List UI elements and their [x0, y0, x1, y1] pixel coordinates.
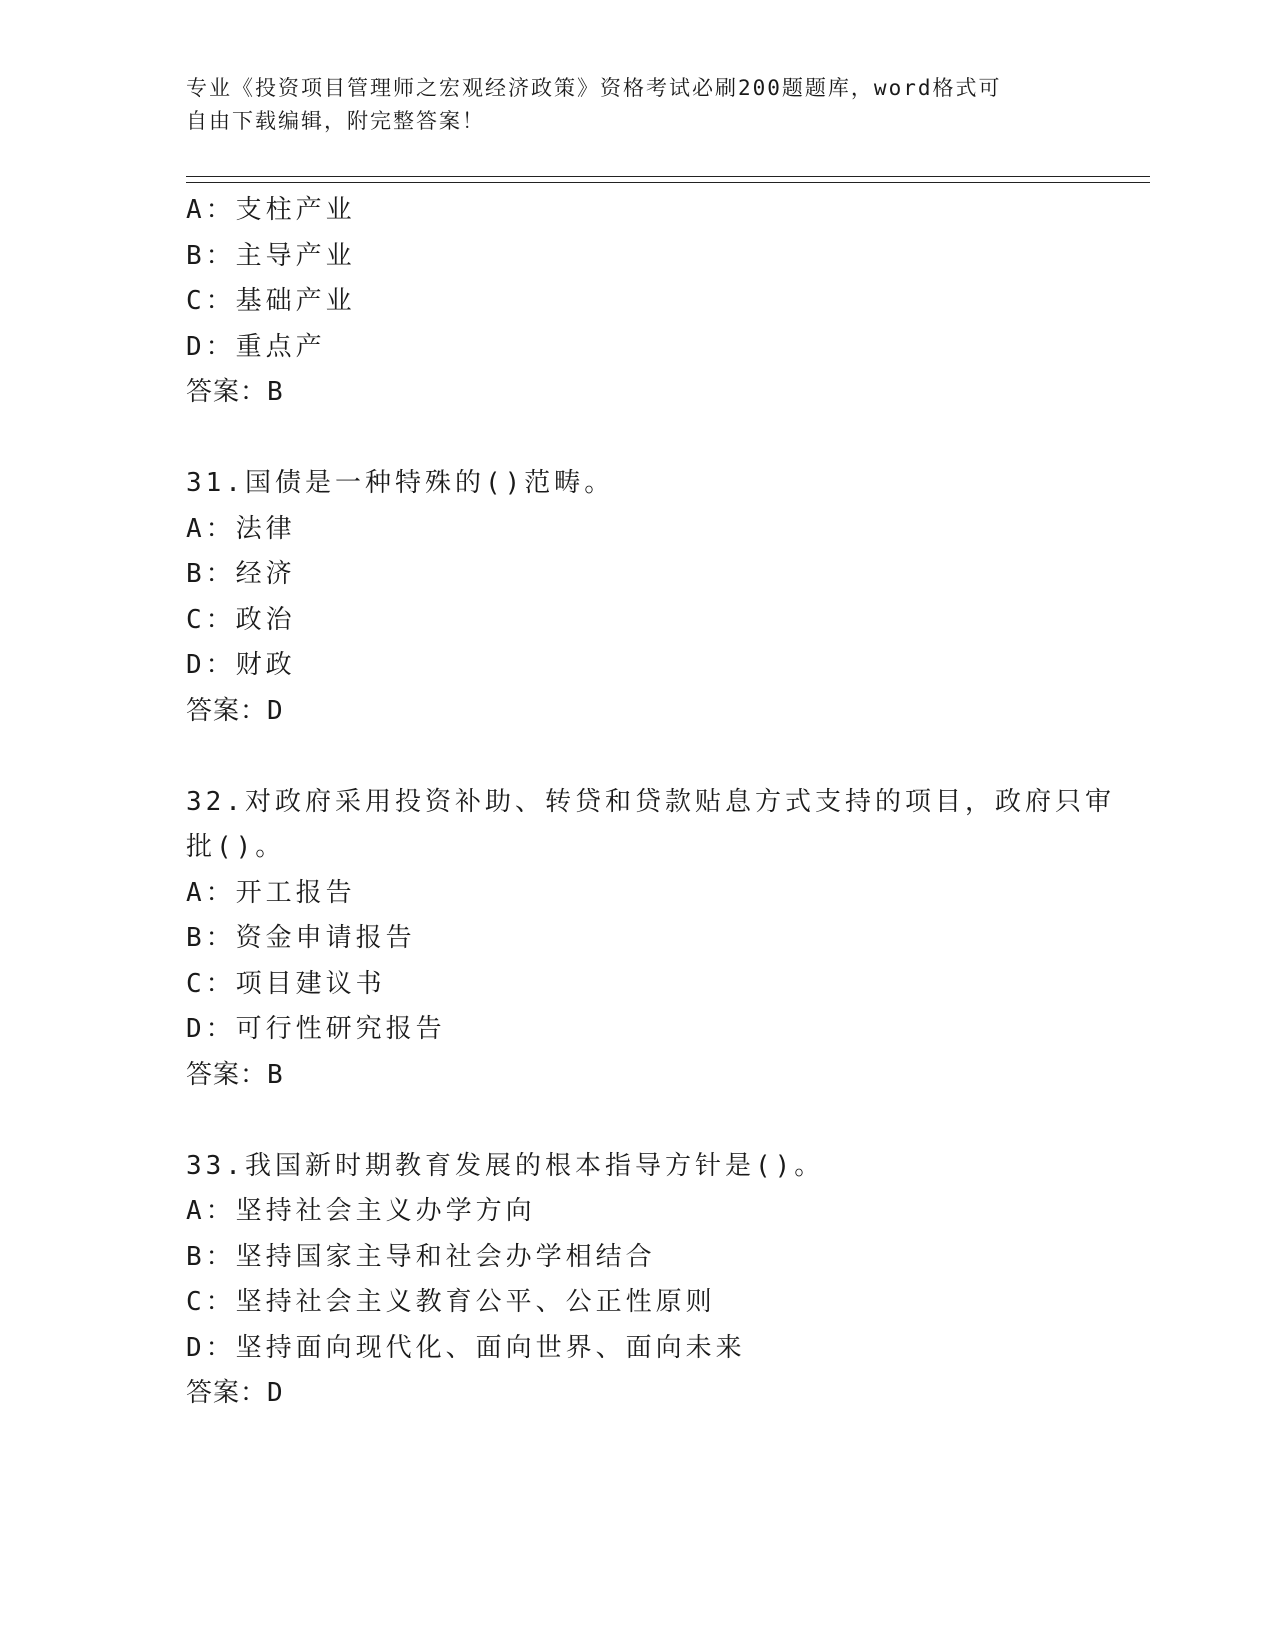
option-d: D：坚持面向现代化、面向世界、面向未来 [186, 1332, 746, 1363]
answer-line [186, 370, 1066, 416]
spacer [186, 1098, 1066, 1144]
question-block [186, 188, 1066, 416]
option-b: B：经济 [186, 559, 296, 589]
option-a: A：支柱产业 [186, 195, 356, 225]
document-header [186, 72, 1066, 138]
header-divider [186, 176, 1150, 183]
header-line-2: 自由下载编辑，附完整答案！ [186, 109, 485, 133]
answer-value: B [267, 377, 284, 407]
question-list [186, 188, 1115, 1417]
option-d: D：财政 [186, 650, 296, 680]
option-d: D：重点产 [186, 331, 326, 362]
answer-line [186, 1053, 1066, 1099]
option-c: C：基础产业 [186, 286, 356, 316]
option-a: A：坚持社会主义办学方向 [186, 1196, 536, 1226]
option-a: A：法律 [186, 513, 296, 544]
answer-line [186, 1371, 1066, 1417]
question-text-line-1: 32.对政府采用投资补助、转贷和贷款贴息方式支持的项目，政府只审 [186, 786, 1115, 817]
answer-line [186, 689, 1066, 735]
answer-label: 答案： [186, 377, 268, 407]
spacer [186, 734, 1066, 780]
spacer [186, 416, 1066, 462]
option-c: C：政治 [186, 604, 296, 635]
question-block [186, 461, 1066, 734]
option-b: B：资金申请报告 [186, 923, 416, 953]
question-text: 31.国债是一种特殊的()范畴。 [186, 468, 615, 498]
option-a: A：开工报告 [186, 877, 356, 908]
question-block [186, 780, 1115, 1099]
answer-value: D [267, 695, 284, 726]
question-text-line-2: 批()。 [186, 832, 286, 862]
answer-label: 答案： [186, 1059, 268, 1090]
option-b: B：主导产业 [186, 240, 356, 271]
question-text: 33.我国新时期教育发展的根本指导方针是()。 [186, 1150, 825, 1181]
question-block [186, 1144, 1066, 1417]
option-b: B：坚持国家主导和社会办学相结合 [186, 1241, 656, 1272]
answer-label: 答案： [186, 1378, 268, 1408]
answer-value: B [267, 1059, 284, 1090]
answer-label: 答案： [186, 695, 268, 726]
option-c: C：项目建议书 [186, 968, 386, 999]
answer-value: D [267, 1378, 284, 1408]
option-d: D：可行性研究报告 [186, 1014, 446, 1044]
header-line-1: 专业《投资项目管理师之宏观经济政策》资格考试必刷200题题库，word格式可 [186, 76, 1002, 100]
option-c: C：坚持社会主义教育公平、公正性原则 [186, 1287, 716, 1317]
